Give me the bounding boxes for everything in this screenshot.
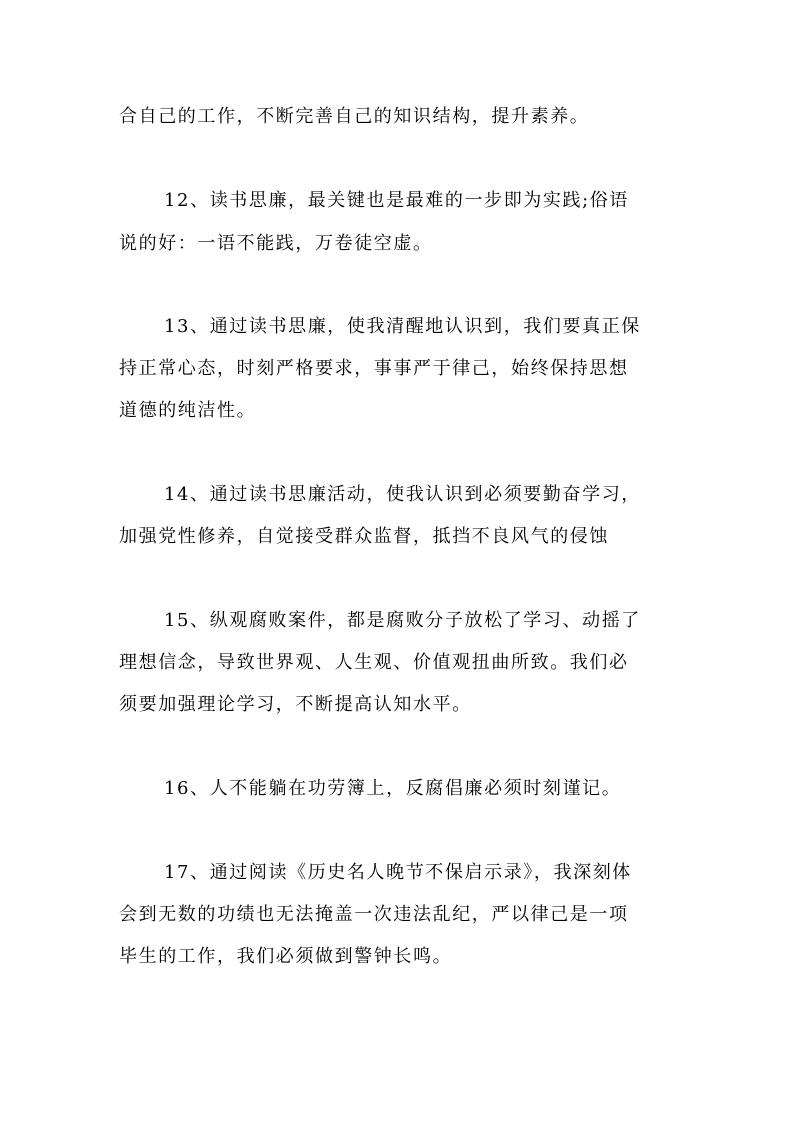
paragraph-13-line-3: 道德的纯洁性。 <box>119 400 257 421</box>
paragraph-12-line-2: 说的好：一语不能践，万卷徒空虚。 <box>119 233 433 254</box>
paragraph-14-line-2: 加强党性修养，自觉接受群众监督，抵挡不良风气的侵蚀 <box>119 526 609 547</box>
paragraph-continuation-line-1: 合自己的工作，不断完善自己的知识结构，提升素养。 <box>119 106 590 127</box>
paragraph-15-line-1: 15、纵观腐败案件，都是腐败分子放松了学习、动摇了 <box>164 610 641 631</box>
paragraph-17-line-2: 会到无数的功绩也无法掩盖一次违法乱纪，严以律己是一项 <box>119 904 629 925</box>
paragraph-15-line-2: 理想信念，导致世界观、人生观、价值观扭曲所致。我们必 <box>119 652 629 673</box>
paragraph-14-line-1: 14、通过读书思廉活动，使我认识到必须要勤奋学习， <box>164 484 641 505</box>
paragraph-16-line-1: 16、人不能躺在功劳簿上，反腐倡廉必须时刻谨记。 <box>164 778 622 799</box>
paragraph-15-line-3: 须要加强理论学习，不断提高认知水平。 <box>119 694 472 715</box>
paragraph-12-line-1: 12、读书思廉，最关键也是最难的一步即为实践;俗语 <box>164 190 629 211</box>
paragraph-13-line-2: 持正常心态，时刻严格要求，事事严于律己，始终保持思想 <box>119 358 629 379</box>
paragraph-17-line-3: 毕生的工作，我们必须做到警钟长鸣。 <box>119 946 453 967</box>
paragraph-17-line-1: 17、通过阅读《历史名人晚节不保启示录》，我深刻体 <box>164 862 632 883</box>
paragraph-13-line-1: 13、通过读书思廉，使我清醒地认识到，我们要真正保 <box>164 316 641 337</box>
